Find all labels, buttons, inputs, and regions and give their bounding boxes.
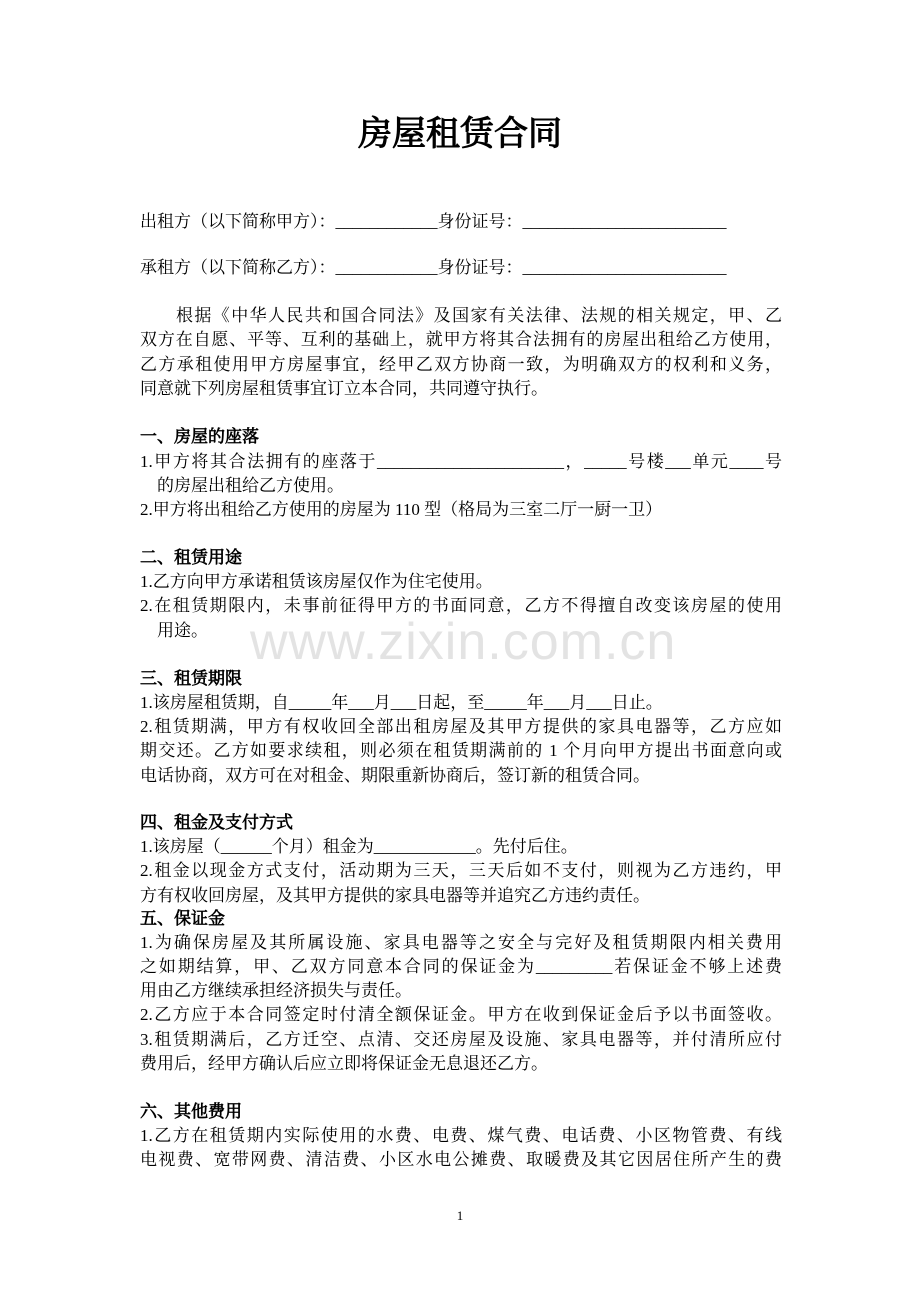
clause-line: 电视费、宽带网费、清洁费、小区水电公摊费、取暖费及其它因居住所产生的费 <box>140 1150 782 1169</box>
lessee-line: 承租方（以下简称乙方）：____________身份证号：________________________ <box>140 258 727 277</box>
clause-line: 2.甲方将出租给乙方使用的房屋为 110 型（格局为三室二厅一厨一卫） <box>140 500 663 519</box>
lessor-line: 出租方（以下简称甲方）：____________身份证号：________________________ <box>140 212 727 231</box>
clause-line: 期交还。乙方如要求续租，则必须在租赁期满前的 1 个月向甲方提出书面意向或 <box>140 741 782 760</box>
clause-line: 2.租赁期满，甲方有权收回全部出租房屋及其甲方提供的家具电器等，乙方应如 <box>140 717 782 736</box>
document-title: 房屋租赁合同 <box>358 116 562 153</box>
clause-line: 2.在租赁期限内，未事前征得甲方的书面同意，乙方不得擅自改变该房屋的使用 <box>140 596 782 615</box>
clause-line: 3.租赁期满后，乙方迁空、点清、交还房屋及设施、家具电器等，并付清所应付 <box>140 1030 782 1049</box>
preamble-line: 同意就下列房屋租赁事宜订立本合同，共同遵守执行。 <box>140 379 548 398</box>
watermark: www.zixin.com.cn <box>250 613 677 671</box>
preamble-line: 根据《中华人民共和国合同法》及国家有关法律、法规的相关规定，甲、乙 <box>176 306 782 325</box>
clause-line: 2.乙方应于本合同签定时付清全额保证金。甲方在收到保证金后予以书面签收。 <box>140 1005 782 1024</box>
clause-line: 1.为确保房屋及其所属设施、家具电器等之安全与完好及租赁期限内相关费用 <box>140 933 782 952</box>
page-number: 1 <box>456 1208 464 1223</box>
clause-line: 用途。 <box>157 621 208 640</box>
section-heading: 六、其他费用 <box>140 1102 242 1121</box>
section-heading: 五、保证金 <box>140 909 225 928</box>
clause-line: 方有权收回房屋，及其甲方提供的家具电器等并追究乙方违约责任。 <box>140 886 650 905</box>
section-heading: 三、租赁期限 <box>140 669 242 688</box>
clause-line: 1.该房屋（______个月）租金为____________。先付后住。 <box>140 837 578 856</box>
clause-line: 电话协商，双方可在对租金、期限重新协商后，签订新的租赁合同。 <box>140 766 650 785</box>
section-heading: 四、租金及支付方式 <box>140 813 293 832</box>
clause-line: 之如期结算，甲、乙双方同意本合同的保证金为_________若保证金不够上述费 <box>140 957 782 976</box>
clause-line: 1.甲方将其合法拥有的座落于______________________，_____号楼___单元____号 <box>140 452 782 471</box>
clause-line: 用由乙方继续承担经济损失与责任。 <box>140 981 412 1000</box>
clause-line: 1.该房屋租赁期，自_____年___月___日起，至_____年___月___日止。 <box>140 693 663 712</box>
clause-line: 2.租金以现金方式支付，活动期为三天，三天后如不支付，则视为乙方违约，甲 <box>140 861 782 880</box>
clause-line: 1.乙方在租赁期内实际使用的水费、电费、煤气费、电话费、小区物管费、有线 <box>140 1126 782 1145</box>
preamble-line: 乙方承租使用甲方房屋事宜，经甲乙双方协商一致，为明确双方的权利和义务， <box>140 355 782 374</box>
clause-line: 1.乙方向甲方承诺租赁该房屋仅作为住宅使用。 <box>140 572 493 591</box>
clause-line: 费用后，经甲方确认后应立即将保证金无息退还乙方。 <box>140 1054 548 1073</box>
preamble-line: 双方在自愿、平等、互利的基础上，就甲方将其合法拥有的房屋出租给乙方使用， <box>140 330 782 349</box>
clause-line: 的房屋出租给乙方使用。 <box>157 476 344 495</box>
section-heading: 一、房屋的座落 <box>140 427 259 446</box>
section-heading: 二、租赁用途 <box>140 548 242 567</box>
